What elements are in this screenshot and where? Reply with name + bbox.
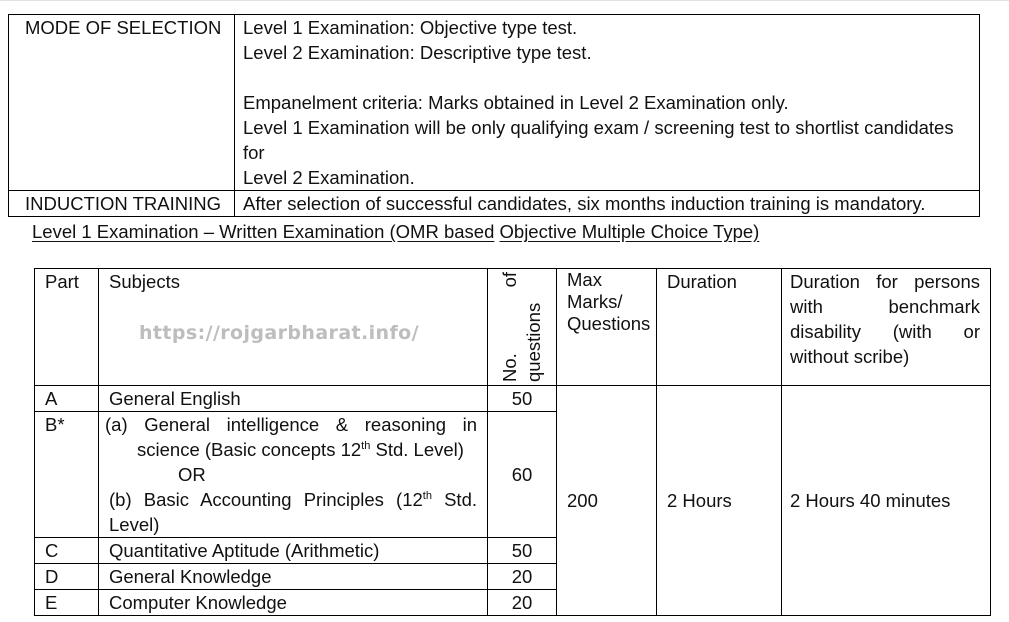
header-no-of-line-1: No. of — [499, 272, 520, 382]
row-e-part: E — [35, 590, 99, 616]
induction-training-row — [9, 191, 980, 217]
row-b-questions: 60 — [488, 412, 557, 538]
row-d-part: D — [35, 564, 99, 590]
row-c-part: C — [35, 538, 99, 564]
header-duration: Duration — [657, 269, 782, 386]
mode-gap — [243, 65, 974, 90]
row-b-a-sup: th — [361, 440, 371, 452]
pwd-duration-value: 2 Hours 40 minutes — [782, 386, 991, 616]
mode-line-1: Level 1 Examination: Objective type test. — [243, 17, 578, 38]
duration-value: 2 Hours — [657, 386, 782, 616]
section-heading — [32, 219, 759, 244]
watermark-text: https://rojgarbharat.info/ — [139, 322, 419, 344]
induction-training-text: After selection of successful candidates, six months induction training is mandatory. — [235, 191, 980, 217]
header-max-line-1: Max — [567, 269, 602, 290]
row-b-option-b-line-2: Level) — [109, 514, 160, 535]
row-c-subject: Quantitative Aptitude (Arithmetic) — [99, 538, 488, 564]
header-pwd-line-2: with benchmark — [790, 296, 980, 317]
mode-line-4: Level 1 Examination will be only qualifying exam / screening test to shortlist candidates for — [243, 117, 954, 163]
row-e-subject: Computer Knowledge — [99, 590, 488, 616]
header-pwd-line-1: Duration for persons — [790, 271, 980, 292]
table-header-row — [35, 269, 991, 386]
row-b-option-a-line-2 — [105, 437, 477, 462]
row-c-questions: 50 — [488, 538, 557, 564]
row-b-option-b-line-1 — [105, 487, 477, 512]
mode-of-selection-label: MODE OF SELECTION — [9, 15, 235, 191]
row-d-questions: 20 — [488, 564, 557, 590]
header-no-of-questions — [488, 269, 557, 386]
mode-line-2: Level 2 Examination: Descriptive type test. — [243, 42, 592, 63]
header-no-of-line-2: questions — [523, 302, 544, 382]
header-pwd-line-4: without scribe) — [790, 346, 910, 367]
mode-of-selection-details — [235, 15, 980, 191]
header-pwd-line-3: disability (with or — [790, 321, 980, 342]
row-e-questions: 20 — [488, 590, 557, 616]
mode-of-selection-row — [9, 15, 980, 191]
row-b-b-sup: th — [422, 490, 432, 502]
max-marks-value: 200 — [557, 386, 657, 616]
table-row — [35, 386, 991, 412]
row-a-questions: 50 — [488, 386, 557, 412]
header-subjects-label: Subjects — [109, 271, 180, 292]
header-max-line-2: Marks/ — [567, 291, 623, 312]
mode-line-5: Level 2 Examination. — [243, 167, 415, 188]
heading-part-2: Objective Multiple Choice Type) — [499, 221, 760, 242]
row-b-b-pre: (b) Basic Accounting Principles (12 — [109, 489, 423, 510]
induction-training-label: INDUCTION TRAINING — [9, 191, 235, 217]
rotated-header-text — [498, 272, 546, 382]
row-b-a-pre: science (Basic concepts 12 — [137, 439, 362, 460]
header-max-line-3: Questions — [567, 313, 651, 334]
row-b-subject — [99, 412, 488, 538]
row-b-a-post: Std. Level) — [370, 439, 464, 460]
row-b-option-a-line-1: (a) General intelligence & reasoning in — [105, 414, 477, 435]
heading-part-1: Level 1 Examination – Written Examination (OMR based — [32, 221, 495, 242]
mode-line-3: Empanelment criteria: Marks obtained in Level 2 Examination only. — [243, 92, 789, 113]
row-b-part: B* — [35, 412, 99, 538]
header-subjects — [99, 269, 488, 386]
row-a-subject: General English — [99, 386, 488, 412]
header-max-marks — [557, 269, 657, 386]
rotated-header-wrap — [488, 269, 556, 385]
row-b-or: OR — [178, 464, 206, 485]
row-b-b-post: Std. — [431, 489, 477, 510]
top-divider-line — [0, 0, 1009, 1]
selection-table — [8, 14, 980, 217]
header-pwd-duration — [782, 269, 991, 386]
exam-pattern-table — [34, 268, 991, 616]
header-part: Part — [35, 269, 99, 386]
row-a-part: A — [35, 386, 99, 412]
row-d-subject: General Knowledge — [99, 564, 488, 590]
